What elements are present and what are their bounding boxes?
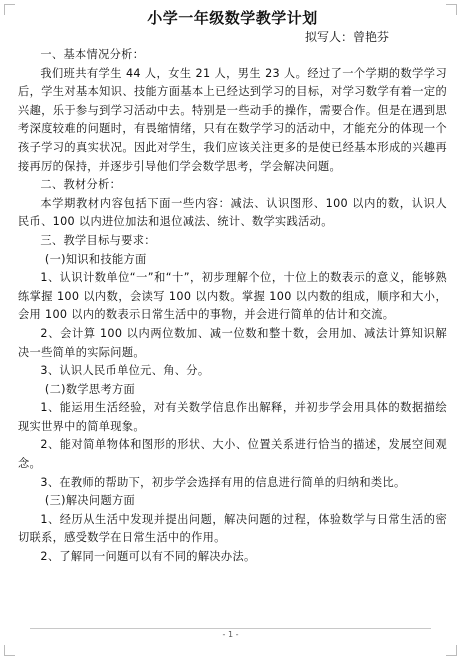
footer-divider	[30, 628, 431, 629]
list-item-problem-2: 2、了解同一问题可以有不同的解决办法。	[40, 550, 256, 564]
subheading-problem-solving: (三)解决问题方面	[44, 494, 136, 508]
document-title: 小学一年级数学教学计划	[147, 9, 318, 27]
crop-mark-bottom-left	[4, 645, 15, 656]
author-line: 拟写人：曾艳芬	[304, 30, 389, 44]
section-heading-basic-analysis: 一、基本情况分析：	[40, 48, 145, 61]
list-item-thinking-2: 2、能对简单物体和图形的形状、大小、位置关系进行恰当的描述，发展空间观念。	[18, 438, 447, 471]
list-item-knowledge-1: 1、认识计数单位“一”和“十”，初步理解个位，十位上的数表示的意义，能够熟练掌握 100 以内数，会读写 100 以内数。掌握 100 以内数的组成，顺序和大小，会用 100 以内的数表示日常生活中的事物，并会进行简单的估计和交流。	[18, 271, 447, 322]
list-item-thinking-1: 1、能运用生活经验，对有关数学信息作出解释，并初步学会用具体的数据描绘现实世界中的简单现象。	[18, 401, 447, 433]
crop-mark-top-right	[446, 4, 457, 15]
list-item-knowledge-2: 2、会计算 100 以内两位数加、减一位数和整十数，会用加、减法计算知识解决一些简单的实际问题。	[18, 326, 447, 359]
list-item-knowledge-3: 3、认识人民币单位元、角、分。	[40, 364, 210, 378]
crop-mark-top-left	[4, 4, 15, 15]
crop-mark-bottom-right	[446, 645, 457, 656]
section-heading-teaching-goals: 三、教学目标与要求：	[40, 233, 156, 247]
paragraph-basic-analysis: 我们班共有学生 44 人，女生 21 人，男生 23 人。经过了一个学期的数学学习后，学生对基本知识、技能方面基本上已经达到学习的目标，对学习数学有着一定的兴趣，乐于参与到学习活动中去。特别是一些动手的操作，需要合作。但是在遇到思考深度较难的问题时，有畏缩情绪，只有在数学学习的活动中，才能充分的体现一个孩子学习的真实状况。因此对学生，我们应该关注更多的是使已经基本形成的兴趣再接再厉的保持，并逐步引导他们学会数学思考，学会解决问题。	[18, 66, 447, 173]
subheading-math-thinking: (二)数学思考方面	[44, 382, 136, 396]
page-number: - 1 -	[222, 630, 239, 639]
subheading-knowledge-skills: (一)知识和技能方面	[44, 252, 147, 266]
list-item-thinking-3: 3、在教师的帮助下，初步学会选择有用的信息进行简单的归纳和类比。	[40, 475, 406, 489]
paragraph-textbook-analysis: 本学期教材内容包括下面一些内容：减法、认识图形、100 以内的数，认识人民币、100 以内进位加法和退位减法、统计、数学实践活动。	[18, 196, 447, 229]
list-item-problem-1: 1、经历从生活中发现并提出问题，解决问题的过程，体验数学与日常生活的密切联系，感受数学在日常生活中的作用。	[18, 512, 447, 545]
section-heading-textbook-analysis: 二、教材分析：	[40, 178, 122, 192]
